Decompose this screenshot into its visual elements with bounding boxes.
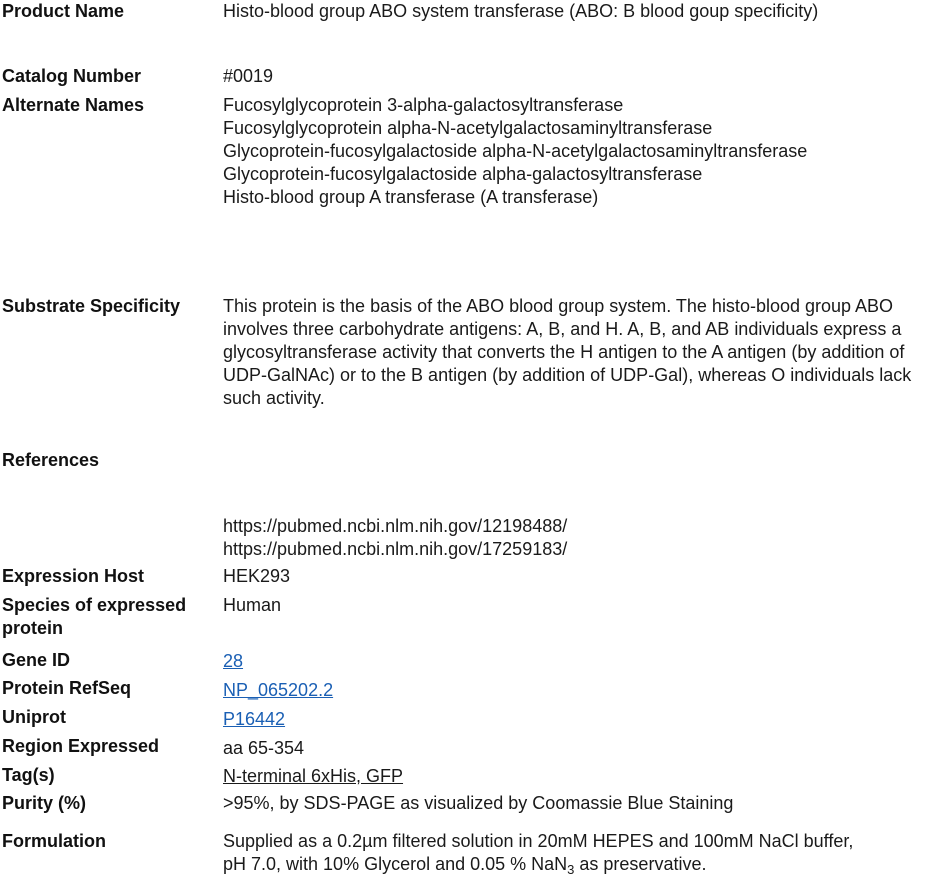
uniprot-cell bbox=[223, 708, 933, 731]
formulation-line-2 bbox=[223, 853, 933, 876]
uniprot-label: Uniprot bbox=[2, 707, 66, 727]
formulation-subscript: 3 bbox=[567, 862, 575, 877]
reference-url: https://pubmed.ncbi.nlm.nih.gov/12198488/ bbox=[223, 516, 568, 536]
purity-label: Purity (%) bbox=[2, 793, 87, 813]
alternate-name-item: Glycoprotein-fucosylgalactoside alpha-N-acetylgalactosaminyltransferase bbox=[223, 141, 808, 161]
protein-refseq-link[interactable]: NP_065202.2 bbox=[223, 680, 334, 700]
region-expressed-label: Region Expressed bbox=[2, 736, 160, 756]
alternate-name-item: Histo-blood group A transferase (A transferase) bbox=[223, 187, 599, 207]
formulation-line-2-tail: as preservative. bbox=[574, 854, 707, 874]
expression-host-label: Expression Host bbox=[2, 566, 145, 586]
gene-id-link[interactable]: 28 bbox=[223, 651, 244, 671]
product-name-value: Histo-blood group ABO system transferase (ABO: B blood goup specificity) bbox=[223, 1, 819, 21]
expression-host-value: HEK293 bbox=[223, 566, 291, 586]
catalog-number-label: Catalog Number bbox=[2, 66, 142, 86]
formulation-line-2-text: pH 7.0, with 10% Glycerol and 0.05 % NaN bbox=[223, 854, 568, 874]
uniprot-link[interactable]: P16442 bbox=[223, 709, 286, 729]
product-name-label: Product Name bbox=[2, 1, 125, 21]
protein-refseq-label: Protein RefSeq bbox=[2, 678, 132, 698]
alternate-name-item: Fucosylglycoprotein alpha-N-acetylgalactosaminyltransferase bbox=[223, 118, 713, 138]
formulation-value bbox=[223, 830, 933, 876]
purity-value: >95%, by SDS-PAGE as visualized by Coomassie Blue Staining bbox=[223, 793, 734, 813]
formulation-line-1: Supplied as a 0.2µm filtered solution in 20mM HEPES and 100mM NaCl buffer, bbox=[223, 831, 854, 851]
region-expressed-value: aa 65-354 bbox=[223, 738, 305, 758]
reference-url: https://pubmed.ncbi.nlm.nih.gov/17259183/ bbox=[223, 539, 568, 559]
alternate-name-item: Glycoprotein-fucosylgalactoside alpha-galactosyltransferase bbox=[223, 164, 703, 184]
tags-cell bbox=[223, 765, 933, 788]
alternate-names-list bbox=[223, 94, 933, 209]
alternate-name-item: Fucosylglycoprotein 3-alpha-galactosyltransferase bbox=[223, 95, 624, 115]
tags-label: Tag(s) bbox=[2, 765, 55, 785]
substrate-specificity-label: Substrate Specificity bbox=[2, 296, 181, 316]
references-list bbox=[223, 515, 933, 561]
tags-link[interactable]: N-terminal 6xHis, GFP bbox=[223, 766, 404, 786]
references-label: References bbox=[2, 450, 100, 470]
catalog-number-value: #0019 bbox=[223, 66, 274, 86]
species-label: Species of expressed protein bbox=[2, 595, 187, 638]
species-value: Human bbox=[223, 595, 282, 615]
substrate-specificity-value: This protein is the basis of the ABO blood group system. The histo-blood group ABO involves three carbohydrate antigens: A, B, and H. A, B, and AB individuals express a glycosyltransferase activity that converts the H antigen to the A antigen (by addition of UDP-GalNAc) or to the B antigen (by addition of UDP-Gal), whereas O individuals lack such activity. bbox=[223, 296, 912, 408]
formulation-label: Formulation bbox=[2, 831, 106, 851]
gene-id-label: Gene ID bbox=[2, 650, 71, 670]
alternate-names-label: Alternate Names bbox=[2, 95, 145, 115]
protein-refseq-cell bbox=[223, 679, 933, 702]
gene-id-cell bbox=[223, 650, 933, 673]
